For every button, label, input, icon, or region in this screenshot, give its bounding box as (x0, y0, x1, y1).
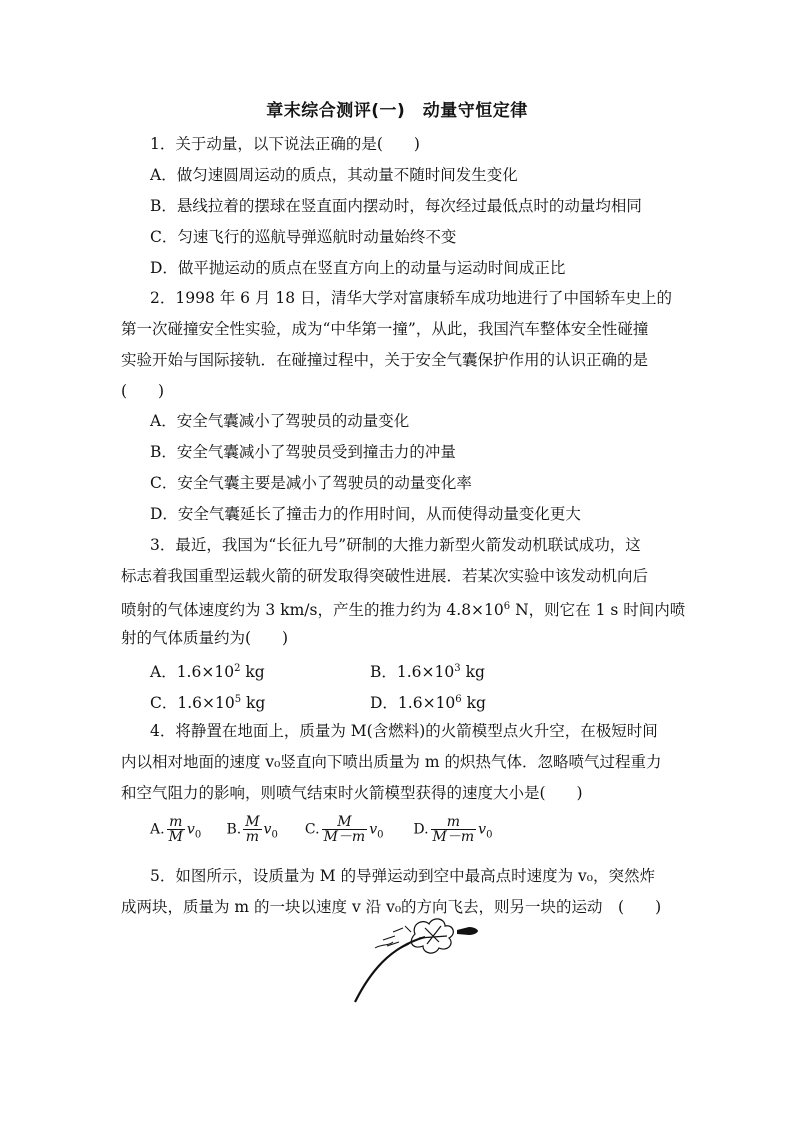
q3-option-a: A．$1.6\times 10^2$ kg (150, 663, 265, 682)
q3-stem-line-3 (121, 597, 686, 620)
q3-option-c: C．$1.6\times 10^5$ kg (150, 694, 266, 713)
q3-stem-line-3-b: N，则它在 1 s 时间内喷 (510, 601, 686, 620)
q4-option-b: B. $\frac{M}{m}$ $v_0$ (226, 814, 278, 845)
q3-stem-line-2: 标志着我国重型运载火箭的研发取得突破性进展．若某次实验中该发动机向后 (121, 567, 649, 585)
q3-options-row-2 (150, 690, 710, 713)
q4-option-a: A. $\frac{m}{M}$ $v_0$ (150, 814, 202, 845)
q1-option-b: B．悬线拉着的摆球在竖直面内摆动时，每次经过最低点时的动量均相同 (150, 197, 642, 215)
q2-stem-line-1: 2．1998 年 6 月 18 日，清华大学对富康轿车成功地进行了中国轿车史上的 (150, 289, 673, 307)
q5-stem-line-2: 成两块，质量为 m 的一块以速度 v 沿 v₀的方向飞去，则另一块的运动 ( ) (121, 898, 662, 916)
q4-options-row (150, 815, 710, 845)
q3-option-b: B．$1.6\times 10^3$ kg (370, 663, 485, 682)
q2-stem-line-4: ( ) (121, 382, 165, 400)
q3-stem-line-3-a: 喷射的气体速度约为 3 km/s，产生的推力约为 4.8×10 (121, 601, 504, 620)
q4-stem-line-1: 4．将静置在地面上，质量为 M(含燃料)的火箭模型点火升空，在极短时间 (150, 722, 658, 740)
missile-explosion-figure (345, 912, 485, 1007)
q1-option-d: D．做平抛运动的质点在竖直方向上的动量与运动时间成正比 (150, 259, 566, 277)
q1-option-a: A．做匀速圆周运动的质点，其动量不随时间发生变化 (150, 166, 518, 184)
q3-option-d: D．$1.6\times 10^6$ kg (370, 694, 486, 713)
q2-option-b: B．安全气囊减小了驾驶员受到撞击力的冲量 (150, 443, 456, 461)
q2-stem-line-2: 第一次碰撞安全性实验，成为“中华第一撞”，从此，我国汽车整体安全性碰撞 (121, 320, 649, 338)
q4-option-c: C. $\frac{M}{M-m}$ $v_0$ (304, 814, 384, 845)
q1-option-c: C．匀速飞行的巡航导弹巡航时动量始终不变 (150, 228, 457, 246)
q3-options-row-1 (150, 659, 710, 682)
q5-stem-line-1: 5．如图所示，设质量为 M 的导弹运动到空中最高点时速度为 v₀，突然炸 (150, 867, 655, 885)
q4-stem-line-2: 内以相对地面的速度 v₀竖直向下喷出质量为 m 的炽热气体．忽略喷气过程重力 (121, 753, 662, 771)
q2-option-a: A．安全气囊减小了驾驶员的动量变化 (150, 412, 410, 430)
missile-explosion-icon (345, 912, 485, 1007)
q3-stem-line-4: 射的气体质量约为( ) (121, 629, 289, 647)
q1-stem: 1．关于动量，以下说法正确的是( ) (150, 135, 420, 153)
q4-stem-line-3: 和空气阻力的影响，则喷气结束时火箭模型获得的速度大小是( ) (121, 784, 583, 802)
q3-stem-line-1: 3．最近，我国为“长征九号”研制的大推力新型火箭发动机联试成功，这 (150, 536, 641, 554)
q2-option-c: C．安全气囊主要是减小了驾驶员的动量变化率 (150, 474, 472, 492)
q2-option-d: D．安全气囊延长了撞击力的作用时间，从而使得动量变化更大 (150, 505, 581, 523)
q4-option-d: D. $\frac{m}{M-m}$ $v_0$ (413, 814, 493, 845)
page-title: 章末综合测评(一) 动量守恒定律 (266, 101, 528, 121)
q3-exponent: 6 (503, 601, 511, 612)
q2-stem-line-3: 实验开始与国际接轨．在碰撞过程中，关于安全气囊保护作用的认识正确的是 (121, 351, 649, 369)
